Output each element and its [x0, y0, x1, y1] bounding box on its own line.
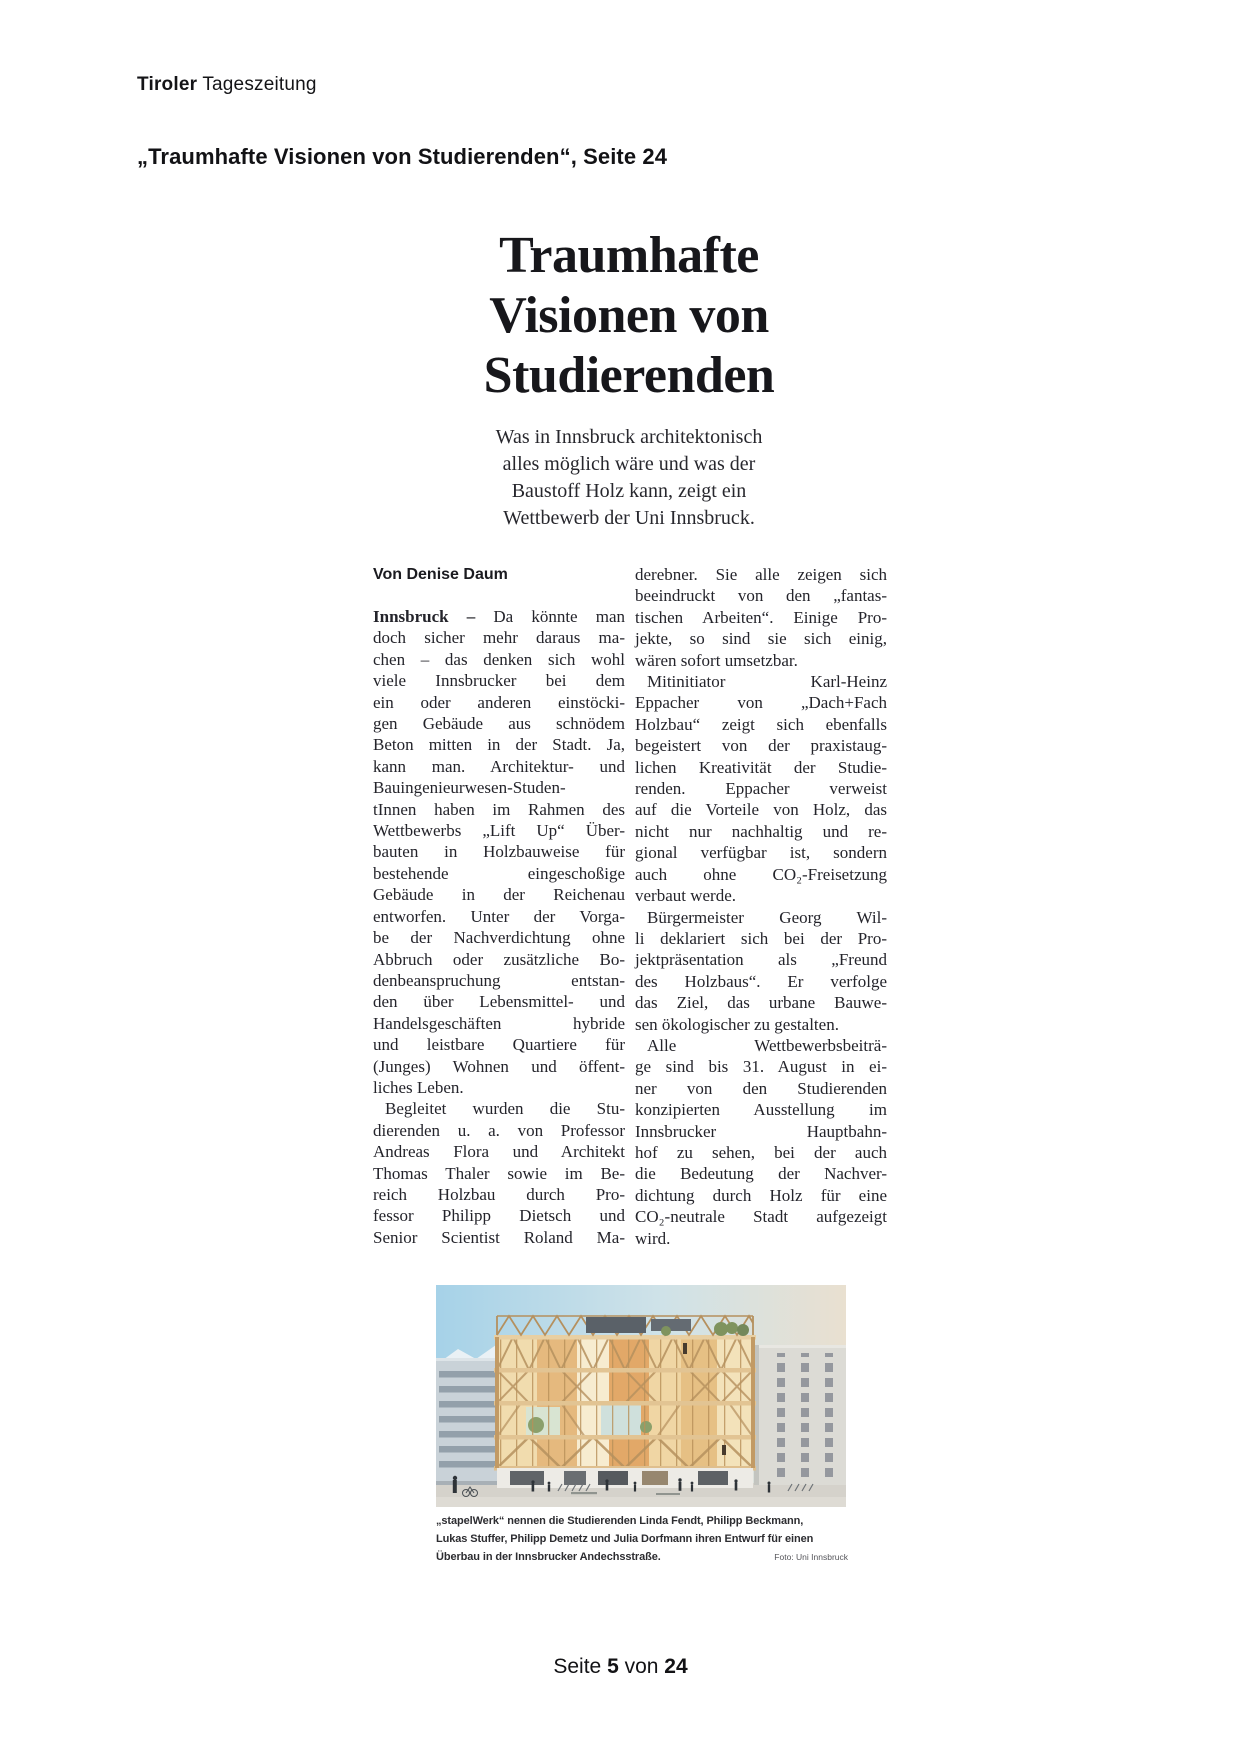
body-line: wären sofort umsetzbar.: [635, 650, 798, 670]
toc-headline-reference: „Traumhafte Visionen von Studierenden“, Seite 24: [137, 144, 668, 169]
body-line: jekte, so sind sie sich einig,: [635, 629, 887, 649]
body-line: Abbruch oder zusätzliche Bo-: [373, 949, 625, 969]
body-line: Wettbewerbs „Lift Up“ Über-: [373, 821, 625, 841]
body-line: gen Gebäude aus schnödem: [373, 714, 625, 734]
body-line: beeindruckt von den „fantas-: [635, 586, 887, 606]
footer-total-pages: 24: [664, 1655, 688, 1678]
body-line: Bauingenieurwesen-Studen-: [373, 778, 566, 798]
body-line: und leistbare Quartiere für: [373, 1035, 625, 1055]
article-column-right: [635, 564, 887, 1249]
body-line: gional verfügbar ist, sondern: [635, 843, 887, 863]
body-line: liches Leben.: [373, 1077, 464, 1097]
footer-middle: von: [618, 1655, 665, 1678]
headline-line: Studierenden: [483, 347, 775, 404]
standfirst-line: Baustoff Holz kann, zeigt ein: [511, 480, 747, 502]
solar-panels: [586, 1317, 646, 1333]
body-line: Andreas Flora und Architekt: [373, 1142, 625, 1162]
footer-current-page: 5: [607, 1655, 619, 1678]
body-line: auf die Vorteile von Holz, das: [635, 800, 887, 820]
body-line: dierenden u. a. von Professor: [373, 1120, 625, 1140]
lead-in-bold: Innsbruck –: [373, 607, 476, 626]
body-line: nicht nur nachhaltig und re-: [635, 821, 887, 841]
body-line: viele Innsbrucker bei dem: [373, 671, 625, 691]
body-line: li deklariert sich bei der Pro-: [635, 928, 887, 948]
article-column-left: [373, 606, 625, 1248]
body-line: lichen Kreativität der Studie-: [635, 757, 887, 777]
body-line: be der Nachverdichtung ohne: [373, 928, 625, 948]
body-line: doch sicher mehr daraus ma-: [373, 628, 625, 648]
body-line: den über Lebensmittel- und: [373, 992, 625, 1012]
masthead-brand-bold: Tiroler: [137, 74, 198, 95]
body-line: (Junges) Wohnen und öffent-: [373, 1056, 625, 1076]
body-line: ein oder anderen einstöcki-: [373, 692, 625, 712]
body-line: kann man. Architektur- und: [373, 756, 625, 776]
article-byline: Von Denise Daum: [373, 566, 508, 583]
body-line: derebner. Sie alle zeigen sich: [635, 565, 887, 584]
body-line: des Holzbaus“. Er verfolge: [635, 971, 887, 991]
article-standfirst: [373, 424, 885, 532]
footer-prefix: Seite: [553, 1655, 608, 1678]
body-line: ge sind bis 31. August in ei-: [635, 1057, 887, 1077]
body-line: Thomas Thaler sowie im Be-: [373, 1163, 625, 1183]
body-line: Alle Wettbewerbsbeiträ-: [647, 1035, 887, 1055]
page-number-footer: [0, 1655, 1241, 1679]
body-line: verbaut werde.: [635, 886, 737, 906]
caption-line: Lukas Stuffer, Philipp Demetz und Julia Dorfmann ihren Entwurf für einen: [436, 1533, 814, 1545]
body-line: fessor Philipp Dietsch und: [373, 1206, 625, 1226]
article-headline: [373, 226, 885, 406]
body-line: dichtung durch Holz für eine: [635, 1185, 887, 1205]
standfirst-line: Wettbewerb der Uni Innsbruck.: [503, 507, 755, 529]
body-line: Holzbau“ zeigt sich ebenfalls: [635, 714, 887, 734]
photo-ground-floor: [497, 1468, 753, 1488]
caption-line: „stapelWerk“ nennen die Studierenden Linda Fendt, Philipp Beckmann,: [436, 1515, 804, 1527]
body-line: ner von den Studierenden: [635, 1078, 887, 1098]
article-photo-illustration: [436, 1285, 846, 1507]
photo-credit: Foto: Uni Innsbruck: [774, 1552, 848, 1562]
body-line: auch ohne CO₂-Freisetzung: [635, 864, 887, 884]
body-line: Beton mitten in der Stadt. Ja,: [373, 735, 625, 755]
body-line: Begleitet wurden die Stu-: [385, 1099, 625, 1119]
body-line: konzipierten Ausstellung im: [635, 1100, 887, 1120]
roof-greenery: [714, 1322, 728, 1336]
body-line: bauten in Holzbauweise für: [373, 842, 625, 862]
body-line: tischen Arbeiten“. Einige Pro-: [635, 607, 887, 627]
body-line: jektpräsentation als „Freund: [635, 950, 887, 970]
standfirst-line: alles möglich wäre und was der: [502, 453, 756, 475]
body-line: wird.: [635, 1228, 671, 1248]
body-line: entworfen. Unter der Vorga-: [373, 906, 625, 926]
body-line: CO₂-neutrale Stadt aufgezeigt: [635, 1207, 887, 1227]
body-line: die Bedeutung der Nachver-: [635, 1164, 887, 1184]
standfirst-line: Was in Innsbruck architektonisch: [495, 426, 763, 448]
body-line: Mitinitiator Karl-Heinz: [647, 672, 887, 692]
body-line: tInnen haben im Rahmen des: [373, 799, 625, 819]
body-line: begeistert von der praxistaug-: [635, 736, 887, 756]
photo-stapelwerk-building: [494, 1335, 756, 1471]
body-line: bestehende eingeschoßige: [373, 863, 625, 883]
body-line: chen – das denken sich wohl: [373, 649, 625, 669]
body-line: reich Holzbau durch Pro-: [373, 1184, 625, 1204]
body-line: Eppacher von „Dach+Fach: [635, 693, 887, 713]
body-line: Innsbruck – Da könnte man: [373, 607, 625, 626]
body-line: Handelsgeschäften hybride: [373, 1013, 625, 1033]
caption-line: Überbau in der Innsbrucker Andechsstraße.: [436, 1551, 661, 1563]
body-line: denbeanspruchung entstan-: [373, 970, 625, 990]
newspaper-masthead: [137, 74, 317, 96]
body-line: Gebäude in der Reichenau: [373, 885, 625, 905]
body-line: Innsbrucker Hauptbahn-: [635, 1121, 887, 1141]
masthead-brand-rest: Tageszeitung: [197, 74, 317, 95]
body-line: renden. Eppacher verweist: [635, 779, 887, 799]
body-line: das Ziel, das urbane Bauwe-: [635, 993, 887, 1013]
article-photo: [436, 1285, 846, 1507]
body-line: Bürgermeister Georg Wil-: [647, 907, 887, 927]
headline-line: Traumhafte: [499, 227, 759, 284]
headline-line: Visionen von: [489, 287, 769, 344]
body-line: sen ökologischer zu gestalten.: [635, 1014, 839, 1034]
photo-right-building: [754, 1345, 846, 1485]
body-line: hof zu sehen, bei der auch: [635, 1142, 887, 1162]
body-line: Senior Scientist Roland Ma-: [373, 1227, 625, 1247]
photo-caption: [436, 1512, 848, 1566]
